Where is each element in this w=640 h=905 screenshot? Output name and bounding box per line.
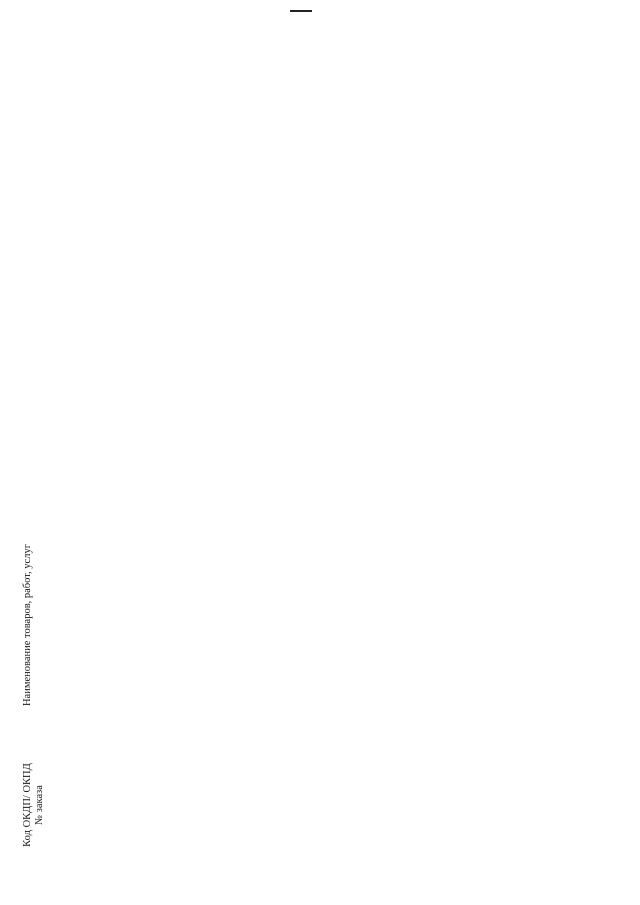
header-code: Код ОКДП/ ОКПД № заказа: [22, 763, 45, 847]
header-name: Наименование товаров, работ, услуг: [22, 543, 33, 707]
scan-mark: [290, 10, 312, 12]
